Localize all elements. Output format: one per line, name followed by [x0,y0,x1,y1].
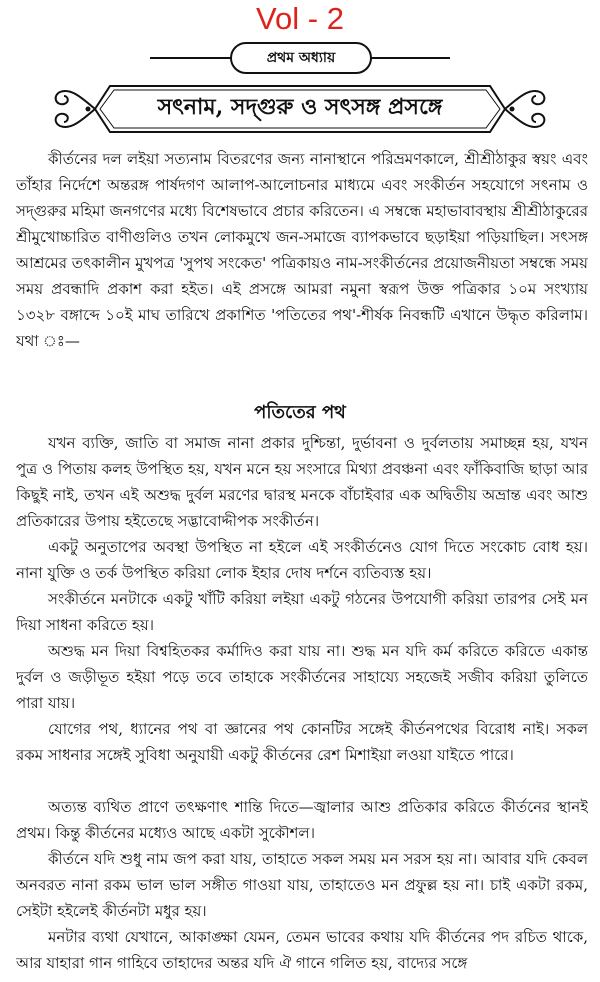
body-paragraph: সংকীর্তনে মনটাকে একটু খাঁটি করিয়া লইয়া একটু গঠনের উপযোগী করিয়া তারপর সেই মন দিয়া সাধনা করিতে হয়। [16,590,588,634]
intro-paragraph: কীর্তনের দল লইয়া সত্যনাম বিতরণের জন্য নানাস্থানে পরিভ্রমণকালে, শ্রীশ্রীঠাকুর স্বয়ং এবং তাঁহার নির্দেশে অন্তরঙ্গ পার্ষদগণ আলাপ-আলোচনার মাধ্যমে এবং সংকীর্তন সহযোগে সৎনাম ও সদ্‌গুরুর মহিমা জনগণের মধ্যে বিশেষভাবে প্রচার করিতেন। এ সম্বন্ধে মহাভাবাবস্থায় শ্রীশ্রীঠাকুরের শ্রীমুখোচ্চারিত বাণীগুলিও তখন লোকমুখে জন-সমাজে ব্যাপকভাবে ছড়াইয়া পড়িয়াছিল। সৎসঙ্গ আশ্রমের তৎকালীন মুখপত্র 'সুপথ সংকেত' পত্রিকায়ও নাম-সংকীর্তনের প্রয়োজনীয়তা সম্বন্ধে সময় সময় প্রবন্ধাদি প্রকাশ করা হইত। এই প্রসঙ্গে আমরা নমুনা স্বরূপ উক্ত পত্রিকার ১০ম সংখ্যায় ১৩২৮ বঙ্গাব্দে ১০ই মাঘ তারিখে প্রকাশিত 'পতিতের পথ'-শীর্ষক নিবন্ধটি এখানে উদ্ধৃত করিলাম। যথা ঃ— [16,150,588,350]
chapter-label: প্রথম অধ্যায় [230,42,372,74]
body-paragraph: যোগের পথ, ধ্যানের পথ বা জ্ঞানের পথ কোনটির সঙ্গেই কীর্তনপথের বিরোধ নাই। সকল রকম সাধনার সঙ্গেই সুবিধা অনুযায়ী একটু কীর্তনের রেশ মিশাইয়া লওয়া যাইতে পারে। [16,720,588,764]
body-paragraph: অত্যন্ত ব্যথিত প্রাণে তৎক্ষণাৎ শান্তি দিতে—জ্বালার আশু প্রতিকার করিতে কীর্তনের স্থানই প্রথম। কিন্তু কীর্তনের মধ্যেও আছে একটা সুকৌশল। [16,798,588,842]
body-paragraph: যখন ব্যক্তি, জাতি বা সমাজ নানা প্রকার দুশ্চিন্তা, দুর্ভাবনা ও দুর্বলতায় সমাচ্ছন্ন হয়, যখন পুত্র ও পিতায় কলহ উপস্থিত হয়, যখন মনে হয় সংসারে মিথ্যা প্রবঞ্চনা এবং ফাঁকিবাজি ছাড়া আর কিছুই নাই, তখন এই অশুদ্ধ দুর্বল মরণের দ্বারস্থ মনকে বাঁচাইবার এক অদ্বিতীয় অভ্রান্ত এবং আশু প্রতিকারের উপায় হইতেছে সদ্ভাবোদ্দীপক সংকীর্তন। [16,434,588,530]
body-paragraph: মনটার ব্যথা যেখানে, আকাঙ্ক্ষা যেমন, তেমন ভাবের কথায় যদি কীর্তনের পদ রচিত থাকে, আর যাহারা গান গাহিবে তাহাদের অন্তর যদি ঐ গানে গলিত হয়, বাদ্যের সঙ্গে [16,928,588,972]
volume-label: Vol - 2 [256,1,344,36]
section-heading: পতিতের পথ [254,402,346,423]
title-frame [0,78,600,140]
body-paragraph: কীর্তনে যদি শুধু নাম জপ করা যায়, তাহাতে সকল সময় মন সরস হয় না। আবার যদি কেবল অনবরত নানা রকম ভাল ভাল সঙ্গীত গাওয়া যায়, তাহাতেও মন প্রফুল্ল হয় না। চাই একটা রকম, সেইটা হইলেই কীর্তনটা মধুর হয়। [16,850,588,920]
page-title: সৎনাম, সদ্‌গুরু ও সৎসঙ্গ প্রসঙ্গে [157,94,443,120]
chapter-banner [0,40,600,76]
body-paragraph: একটু অনুতাপের অবস্থা উপস্থিত না হইলে এই সংকীর্তনেও যোগ দিতে সংকোচ বোধ হয়। নানা যুক্তি ও তর্ক উপস্থিত করিয়া লোক ইহার দোষ দর্শনে ব্যতিব্যস্ত হয়। [16,538,588,582]
body-paragraph: অশুদ্ধ মন দিয়া বিশ্বহিতকর কর্মাদিও করা যায় না। শুদ্ধ মন যদি কর্ম করিতে করিতে একান্ত দুর্বল ও জড়ীভূত হইয়া পড়ে তবে তাহাকে সংকীর্তনের সাহায্যে সহজেই সজীব করিয়া তুলিতে পারা যায়। [16,642,588,712]
